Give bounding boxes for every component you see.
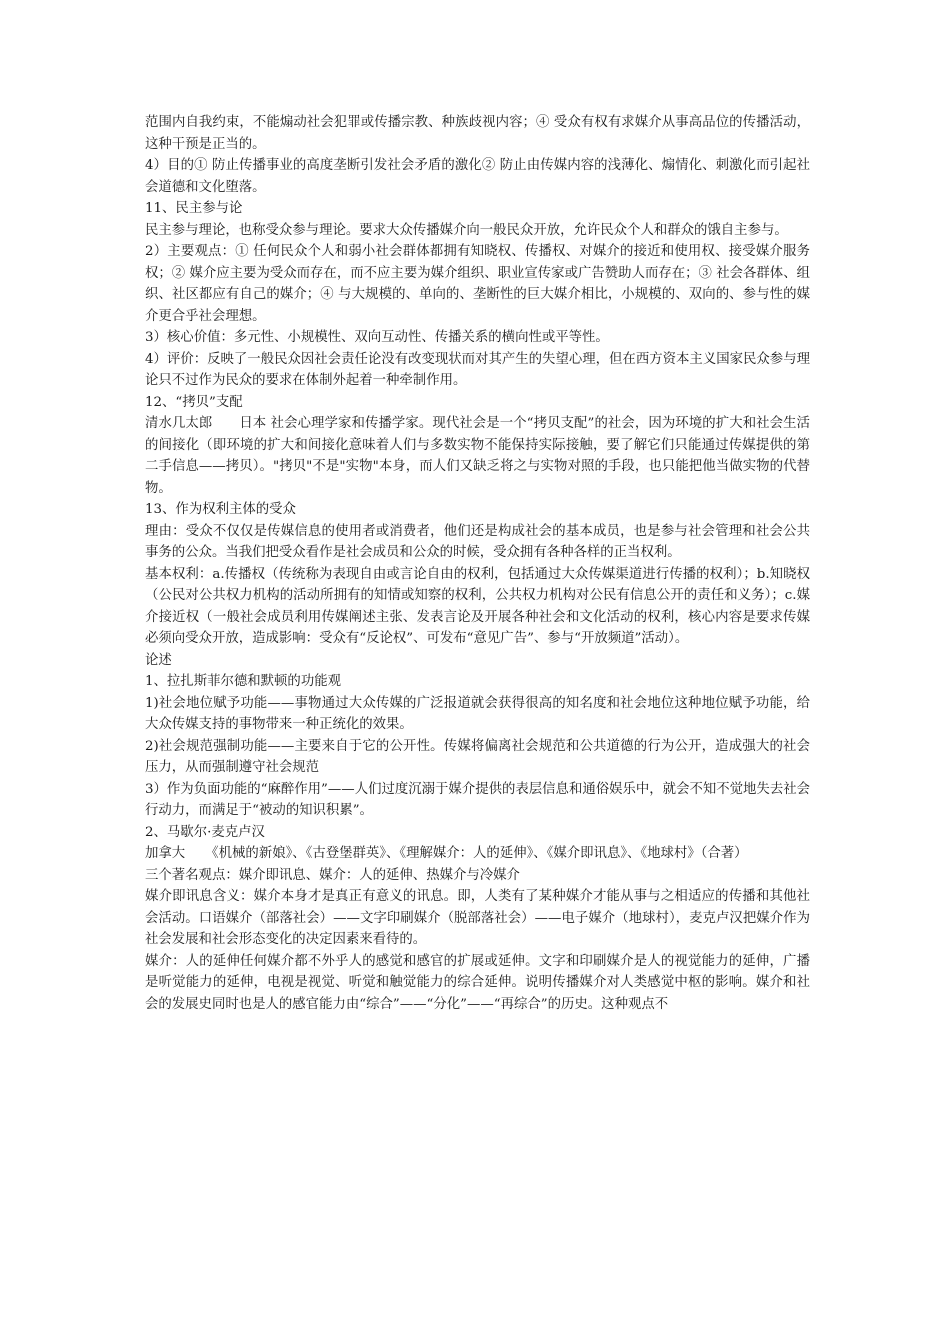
section-heading: 论述 — [145, 652, 172, 668]
body-paragraph: 2)社会规范强制功能——主要来自于它的公开性。传媒将偏离社会规范和公共道德的行为公开，造成强大的社会压力，从而强制遵守社会规范 — [145, 738, 810, 775]
body-paragraph: 3）核心价值：多元性、小规模性、双向互动性、传播关系的横向性或平等性。 — [145, 330, 609, 345]
body-paragraph: 加拿大 《机械的新娘》、《古登堡群英》、《理解媒介：人的延伸》、《媒介即讯息》、《地球村》（合著） — [145, 846, 748, 861]
body-paragraph: 基本权利：a.传播权（传统称为表现自由或言论自由的权利，包括通过大众传媒渠道进行传播的权利）；b.知晓权（公民对公共权力机构的活动所拥有的知情或知察的权利，公共权力机构对公民有信息公开的责任和义务）；c.媒介接近权（一般社会成员利用传媒阐述主张、发表言论及开展各种社会和文化活动的权利，核心内容是要求传媒必须向受众开放，造成影响：受众有“反论权”、可发布“意见广告”、参与“开放频道”活动）。 — [145, 566, 810, 646]
body-paragraph: 理由：受众不仅仅是传媒信息的使用者或消费者，他们还是构成社会的基本成员，也是参与社会管理和社会公共事务的公众。当我们把受众看作是社会成员和公众的时候，受众拥有各种各样的正当权利。 — [145, 523, 810, 560]
body-paragraph: 4）评价：反映了一般民众因社会责任论没有改变现状而对其产生的失望心理，但在西方资本主义国家民众参与理论只不过作为民众的要求在体制外起着一种牵制作用。 — [145, 351, 810, 388]
document-page — [145, 112, 810, 1015]
section-heading: 12、“拷贝”支配 — [145, 394, 243, 410]
body-paragraph: 媒介：人的延伸任何媒介都不外乎人的感觉和感官的扩展或延伸。文字和印刷媒介是人的视觉能力的延伸，广播是听觉能力的延伸，电视是视觉、听觉和触觉能力的综合延伸。说明传播媒介对人类感觉中枢的影响。媒介和社会的发展史同时也是人的感官能力由“综合”——“分化”——“再综合”的历史。这种观点不 — [145, 953, 810, 1012]
section-heading: 1、拉扎斯菲尔德和默顿的功能观 — [145, 674, 341, 689]
body-paragraph: 3）作为负面功能的“麻醉作用”——人们过度沉溺于媒介提供的表层信息和通俗娱乐中，就会不知不觉地失去社会行动力，而满足于“被动的知识积累”。 — [145, 781, 810, 818]
body-paragraph: 1)社会地位赋予功能——事物通过大众传媒的广泛报道就会获得很高的知名度和社会地位这种地位赋予功能，给大众传媒支持的事物带来一种正统化的效果。 — [145, 695, 810, 732]
body-paragraph: 4）目的① 防止传播事业的高度垄断引发社会矛盾的激化② 防止由传媒内容的浅薄化、煽情化、刺激化而引起社会道德和文化堕落。 — [145, 158, 810, 195]
body-paragraph: 范围内自我约束，不能煽动社会犯罪或传播宗教、种族歧视内容；④ 受众有权有求媒介从事高品位的传播活动，这种干预是正当的。 — [145, 115, 810, 152]
body-paragraph: 2）主要观点：① 任何民众个人和弱小社会群体都拥有知晓权、传播权、对媒介的接近和使用权、接受媒介服务权；② 媒介应主要为受众而存在，而不应主要为媒介组织、职业宣传家或广告赞助人而存在；③ 社会各群体、组织、社区都应有自己的媒介；④ 与大规模的、单向的、垄断性的巨大媒介相比，小规模的、双向的、参与性的媒介更合乎社会理想。 — [145, 244, 810, 324]
body-paragraph: 民主参与理论，也称受众参与理论。要求大众传播媒介向一般民众开放，允许民众个人和群众的饿自主参与。 — [145, 222, 788, 238]
body-paragraph: 媒介即讯息含义：媒介本身才是真正有意义的讯息。即，人类有了某种媒介才能从事与之相适应的传播和其他社会活动。口语媒介（部落社会）——文字印刷媒介（脱部落社会）——电子媒介（地球村），麦克卢汉把媒介作为社会发展和社会形态变化的决定因素来看待的。 — [145, 889, 810, 947]
body-paragraph: 三个著名观点：媒介即讯息、媒介：人的延伸、热媒介与冷媒介 — [145, 867, 520, 883]
section-heading: 2、马歇尔·麦克卢汉 — [145, 824, 265, 840]
section-heading: 11、民主参与论 — [145, 201, 243, 216]
section-heading: 13、作为权利主体的受众 — [145, 502, 296, 517]
body-paragraph: 清水几太郎 日本 社会心理学家和传播学家。现代社会是一个“拷贝支配”的社会，因为环境的扩大和社会生活的间接化（即环境的扩大和间接化意味着人们与多数实物不能保持实际接触，要了解它们只能通过传媒提供的第二手信息——拷贝）。"拷贝"不是"实物"本身，而人们又缺乏将之与实物对照的手段，也只能把他当做实物的代替物。 — [145, 416, 810, 496]
